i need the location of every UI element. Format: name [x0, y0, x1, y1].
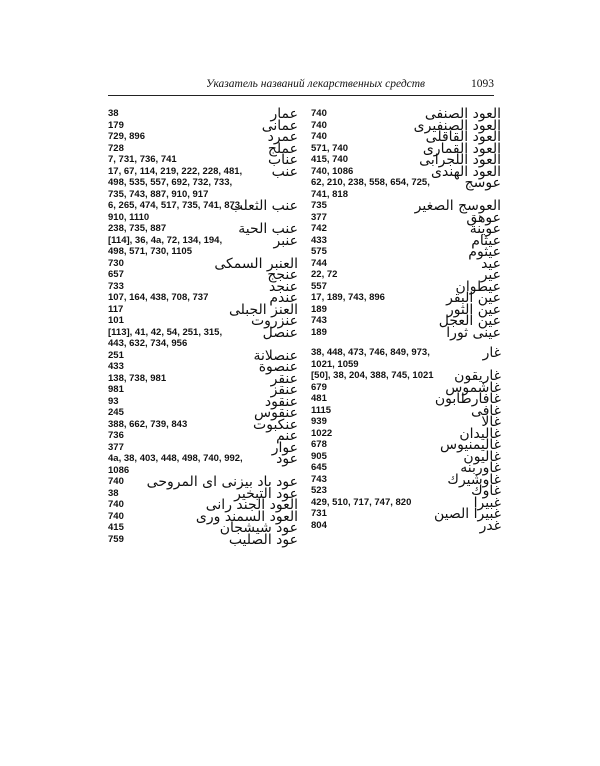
entry-arabic-term: عيطوان	[455, 278, 501, 295]
index-entry	[108, 223, 298, 235]
entry-page-refs: 743	[311, 473, 327, 485]
index-entry	[311, 517, 501, 534]
entry-arabic-term: العود السمند ورى	[195, 508, 298, 525]
index-column-right	[311, 106, 501, 534]
entry-arabic-term: العنز الجبلى	[228, 301, 298, 318]
entry-arabic-term: عود الصليب	[228, 531, 298, 548]
entry-page-refs: 107, 164, 438, 708, 737	[108, 292, 209, 303]
entry-arabic-term: عنقر	[270, 370, 298, 387]
entry-page-refs: 730	[108, 257, 124, 269]
entry-page-refs: 433	[311, 234, 327, 246]
entry-page-refs: 62, 210, 238, 558, 654, 725, 741, 818	[311, 177, 430, 200]
entry-arabic-term: عناب	[267, 152, 298, 168]
entry-arabic-term: عنقود	[264, 393, 298, 410]
entry-page-refs: 38	[108, 108, 119, 119]
index-entry	[108, 163, 298, 201]
entry-page-refs: 743	[311, 315, 327, 326]
entry-arabic-term: عير	[480, 267, 501, 283]
entry-arabic-term: عنزروت	[250, 313, 298, 329]
entry-arabic-term: عين الثور	[446, 301, 501, 318]
entry-arabic-term: غافارطابون	[434, 391, 501, 407]
entry-page-refs: 38, 448, 473, 746, 849, 973, 1021, 1059	[311, 347, 430, 370]
entry-arabic-term: العود القمارى	[422, 140, 501, 157]
entry-arabic-term: عوينة	[469, 221, 501, 237]
entry-page-refs: 388, 662, 739, 843	[108, 418, 188, 430]
entry-arabic-term: عمانى	[261, 117, 298, 134]
entry-page-refs: 981	[108, 384, 124, 395]
index-entry	[108, 453, 298, 476]
index-entry	[311, 177, 501, 200]
entry-arabic-term: عنجد	[269, 278, 298, 295]
entry-page-refs: 93	[108, 395, 119, 407]
entry-arabic-term: عين العجل	[438, 313, 501, 329]
running-header	[108, 78, 494, 96]
entry-arabic-term: غاوك	[471, 483, 501, 499]
entry-page-refs: 759	[108, 533, 124, 545]
entry-arabic-term: عنجج	[267, 267, 298, 283]
index-entry	[108, 324, 298, 350]
entry-arabic-term: عينى ثورا	[446, 324, 501, 341]
entry-arabic-term: غالا	[481, 414, 501, 430]
index-entry	[108, 154, 298, 166]
index-entry	[108, 232, 298, 258]
entry-arabic-term: عمار	[270, 106, 298, 122]
entry-page-refs: 740	[311, 119, 327, 131]
entry-arabic-term: غاليمنيوس	[440, 437, 501, 453]
entry-page-refs: 731	[311, 508, 327, 519]
entry-page-refs: 429, 510, 717, 747, 820	[311, 496, 412, 508]
index-entry	[108, 430, 298, 442]
entry-arabic-term: عيد	[481, 255, 501, 272]
entry-arabic-term: العود الجند رانى	[205, 497, 298, 513]
entry-arabic-term: العود القاقلى	[425, 129, 501, 145]
entry-page-refs: 740	[108, 499, 124, 510]
entry-arabic-term: عوسج	[464, 175, 501, 191]
entry-arabic-term: عملج	[267, 140, 298, 157]
entry-page-refs: 736	[108, 430, 124, 441]
entry-page-refs: [113], 41, 42, 54, 251, 315, 443, 632, 734, 956	[108, 326, 223, 349]
entry-arabic-term: العود الصنفى	[424, 106, 501, 122]
entry-arabic-term: عندم	[269, 290, 298, 306]
entry-page-refs: 17, 189, 743, 896	[311, 292, 385, 303]
entry-page-refs: 740, 1086	[311, 165, 354, 177]
index-entry	[108, 370, 298, 387]
entry-page-refs: 804	[311, 519, 327, 531]
entry-arabic-term: غاوربنه	[460, 460, 501, 476]
entry-arabic-term: عين البقر	[446, 290, 501, 306]
entry-page-refs: 728	[108, 142, 124, 154]
entry-arabic-term: غبيرا الصين	[433, 506, 501, 522]
index-entry	[311, 324, 501, 341]
entry-page-refs: 729, 896	[108, 131, 145, 142]
entry-page-refs: [114], 36, 4a, 72, 134, 194, 498, 571, 730, 1105	[108, 234, 223, 257]
entry-page-refs: 415	[108, 522, 124, 533]
entry-page-refs: 575	[311, 246, 327, 257]
entry-arabic-term: عنصل	[262, 324, 298, 341]
entry-page-refs: [50], 38, 204, 388, 745, 1021	[311, 370, 434, 381]
entry-arabic-term: غاليون	[463, 448, 501, 465]
entry-arabic-term: عيثوم	[468, 244, 501, 260]
entry-page-refs: 523	[311, 485, 327, 496]
entry-arabic-term: عنم	[276, 428, 298, 444]
entry-arabic-term: عمرد	[267, 129, 298, 145]
entry-page-refs: 117	[108, 303, 124, 315]
entry-page-refs: 657	[108, 269, 124, 280]
entry-page-refs: 740	[108, 476, 124, 487]
header-rule	[108, 95, 494, 96]
entry-page-refs: 678	[311, 439, 327, 450]
entry-arabic-term: عود التبخير	[234, 485, 298, 502]
entry-page-refs: 377	[108, 441, 124, 453]
index-column-left	[108, 106, 298, 548]
entry-page-refs: 179	[108, 119, 124, 131]
entry-arabic-term: عيثام	[471, 232, 501, 249]
entry-page-refs: 742	[311, 223, 327, 234]
entry-page-refs: 38	[108, 487, 119, 499]
entry-arabic-term: عوهق	[466, 209, 501, 226]
entry-arabic-term: العوسج الصغير	[414, 198, 501, 214]
entry-page-refs: 22, 72	[311, 269, 338, 280]
entry-arabic-term: عنب	[271, 163, 298, 180]
entry-page-refs: 740	[108, 510, 124, 522]
index-entry	[311, 402, 501, 419]
index-entry	[311, 246, 501, 258]
index-entry	[311, 485, 501, 497]
entry-page-refs: 7, 731, 736, 741	[108, 154, 177, 165]
entry-arabic-term: عود شيشجان	[219, 520, 298, 536]
entry-page-refs: 679	[311, 381, 327, 393]
index-entry	[108, 200, 298, 223]
index-entry	[311, 347, 501, 370]
entry-page-refs: 905	[311, 450, 327, 462]
entry-page-refs: 245	[108, 407, 124, 418]
entry-page-refs: 433	[108, 361, 124, 372]
entry-arabic-term: غار	[482, 345, 501, 361]
running-title: Указатель названий лекарственных средств	[206, 78, 426, 90]
entry-page-refs: 645	[311, 462, 327, 473]
entry-page-refs: 733	[108, 280, 124, 292]
entry-arabic-term: غاوشيرك	[447, 471, 501, 488]
index-entry	[108, 361, 298, 373]
entry-page-refs: 557	[311, 280, 327, 292]
entry-arabic-term: عنكبوت	[253, 416, 298, 433]
entry-page-refs: 740	[311, 108, 327, 119]
entry-page-refs: 238, 735, 887	[108, 223, 167, 234]
entry-page-refs: 251	[108, 349, 124, 361]
entry-page-refs: 481	[311, 393, 327, 404]
entry-page-refs: 6, 265, 474, 517, 735, 741, 873, 910, 1110	[108, 200, 243, 223]
entry-page-refs: 939	[311, 416, 327, 427]
entry-page-refs: 744	[311, 257, 327, 269]
entry-page-refs: 377	[311, 211, 327, 223]
entry-arabic-term: عود	[276, 451, 298, 467]
entry-arabic-term: العود الصنفيرى	[413, 117, 501, 134]
entry-page-refs: 17, 67, 114, 219, 222, 228, 481, 498, 535, 557, 692, 732, 733, 735, 743, 887, 910, 917	[108, 165, 243, 200]
entry-arabic-term: عنقز	[270, 382, 298, 398]
entry-page-refs: 189	[311, 303, 327, 315]
entry-arabic-term: عنصوة	[258, 359, 298, 375]
entry-page-refs: 415, 740	[311, 154, 348, 165]
entry-arabic-term: العود اللجرابى	[419, 152, 501, 168]
entry-page-refs: 740	[311, 131, 327, 142]
entry-page-refs: 138, 738, 981	[108, 372, 167, 384]
index-entry	[108, 531, 298, 548]
entry-arabic-term: عنب الثعلب	[229, 198, 298, 214]
entry-page-refs: 735	[311, 200, 327, 211]
entry-page-refs: 101	[108, 315, 124, 326]
entry-arabic-term: عنب الحية	[238, 221, 298, 237]
index-entry	[311, 255, 501, 272]
entry-arabic-term: عنقوس	[254, 405, 298, 421]
index-entry	[108, 439, 298, 456]
entry-arabic-term: العود الهندى	[431, 163, 501, 180]
entry-arabic-term: العنبر السمكى	[214, 255, 298, 272]
entry-arabic-term: عوار	[271, 439, 298, 456]
entry-page-refs: 189	[311, 326, 327, 338]
entry-arabic-term: غاريقون	[454, 368, 501, 384]
entry-arabic-term: عنبر	[273, 232, 298, 249]
entry-arabic-term: غبيرا	[473, 494, 501, 511]
entry-page-refs: 4a, 38, 403, 448, 498, 740, 992, 1086	[108, 453, 243, 476]
entry-arabic-term: عنصلانة	[253, 347, 298, 364]
index-entry	[311, 508, 501, 520]
entry-arabic-term: عود باد بيزنى اى المروحى	[146, 474, 298, 490]
entry-page-refs: 1022	[311, 427, 333, 439]
index-entry	[108, 416, 298, 433]
entry-arabic-term: غاليدان	[459, 425, 501, 442]
entry-page-refs: 571, 740	[311, 142, 348, 154]
page-number: 1093	[471, 78, 494, 90]
entry-arabic-term: غافى	[471, 402, 501, 419]
entry-arabic-term: غاشموس	[445, 379, 501, 396]
entry-page-refs: 1115	[311, 404, 332, 416]
entry-arabic-term: غدر	[479, 517, 501, 534]
